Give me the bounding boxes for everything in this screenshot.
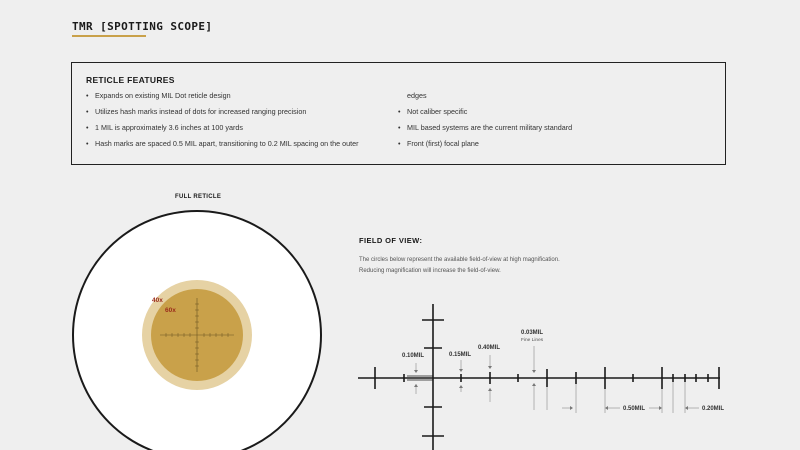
feature-item: • Expands on existing MIL Dot reticle design xyxy=(86,91,231,100)
feature-item: • Utilizes hash marks instead of dots for increased ranging precision xyxy=(86,107,307,116)
features-heading: RETICLE FEATURES xyxy=(86,75,175,85)
full-reticle-label: FULL RETICLE xyxy=(175,194,222,200)
feature-item: • Front (first) focal plane xyxy=(398,139,479,148)
label-0-50-mil: 0.50MIL xyxy=(623,406,646,412)
full-reticle xyxy=(73,211,321,450)
label-0-40-mil: 0.40MIL xyxy=(478,345,501,351)
label-0-10-mil: 0.10MIL xyxy=(402,353,425,359)
feature-item: • Not caliber specific xyxy=(398,107,468,116)
magnification-40x: 40x xyxy=(152,297,163,304)
fov-description-line: Reducing magnification will increase the field-of-view. xyxy=(359,268,501,274)
detail-crosshair xyxy=(358,304,724,450)
feature-item: • Hash marks are spaced 0.5 MIL apart, transitioning to 0.2 MIL spacing on the outer xyxy=(86,139,359,148)
label-0-15-mil: 0.15MIL xyxy=(449,352,472,358)
label-fine-lines: Fine Lines xyxy=(521,338,544,343)
feature-item: • MIL based systems are the current military standard xyxy=(398,123,573,132)
feature-item: • 1 MIL is approximately 3.6 inches at 100 yards xyxy=(86,123,243,132)
dimension-arrows xyxy=(414,366,688,410)
page-title: TMR [SPOTTING SCOPE] xyxy=(72,20,213,33)
fov-title: FIELD OF VIEW: xyxy=(359,236,423,245)
label-0-20-mil: 0.20MIL xyxy=(702,406,725,412)
fov-description-line: The circles below represent the available field-of-view at high magnification. xyxy=(359,257,560,263)
magnification-60x: 60x xyxy=(165,307,176,314)
label-0-03-mil: 0.03MIL xyxy=(521,330,544,336)
feature-continuation: edges xyxy=(407,91,427,100)
